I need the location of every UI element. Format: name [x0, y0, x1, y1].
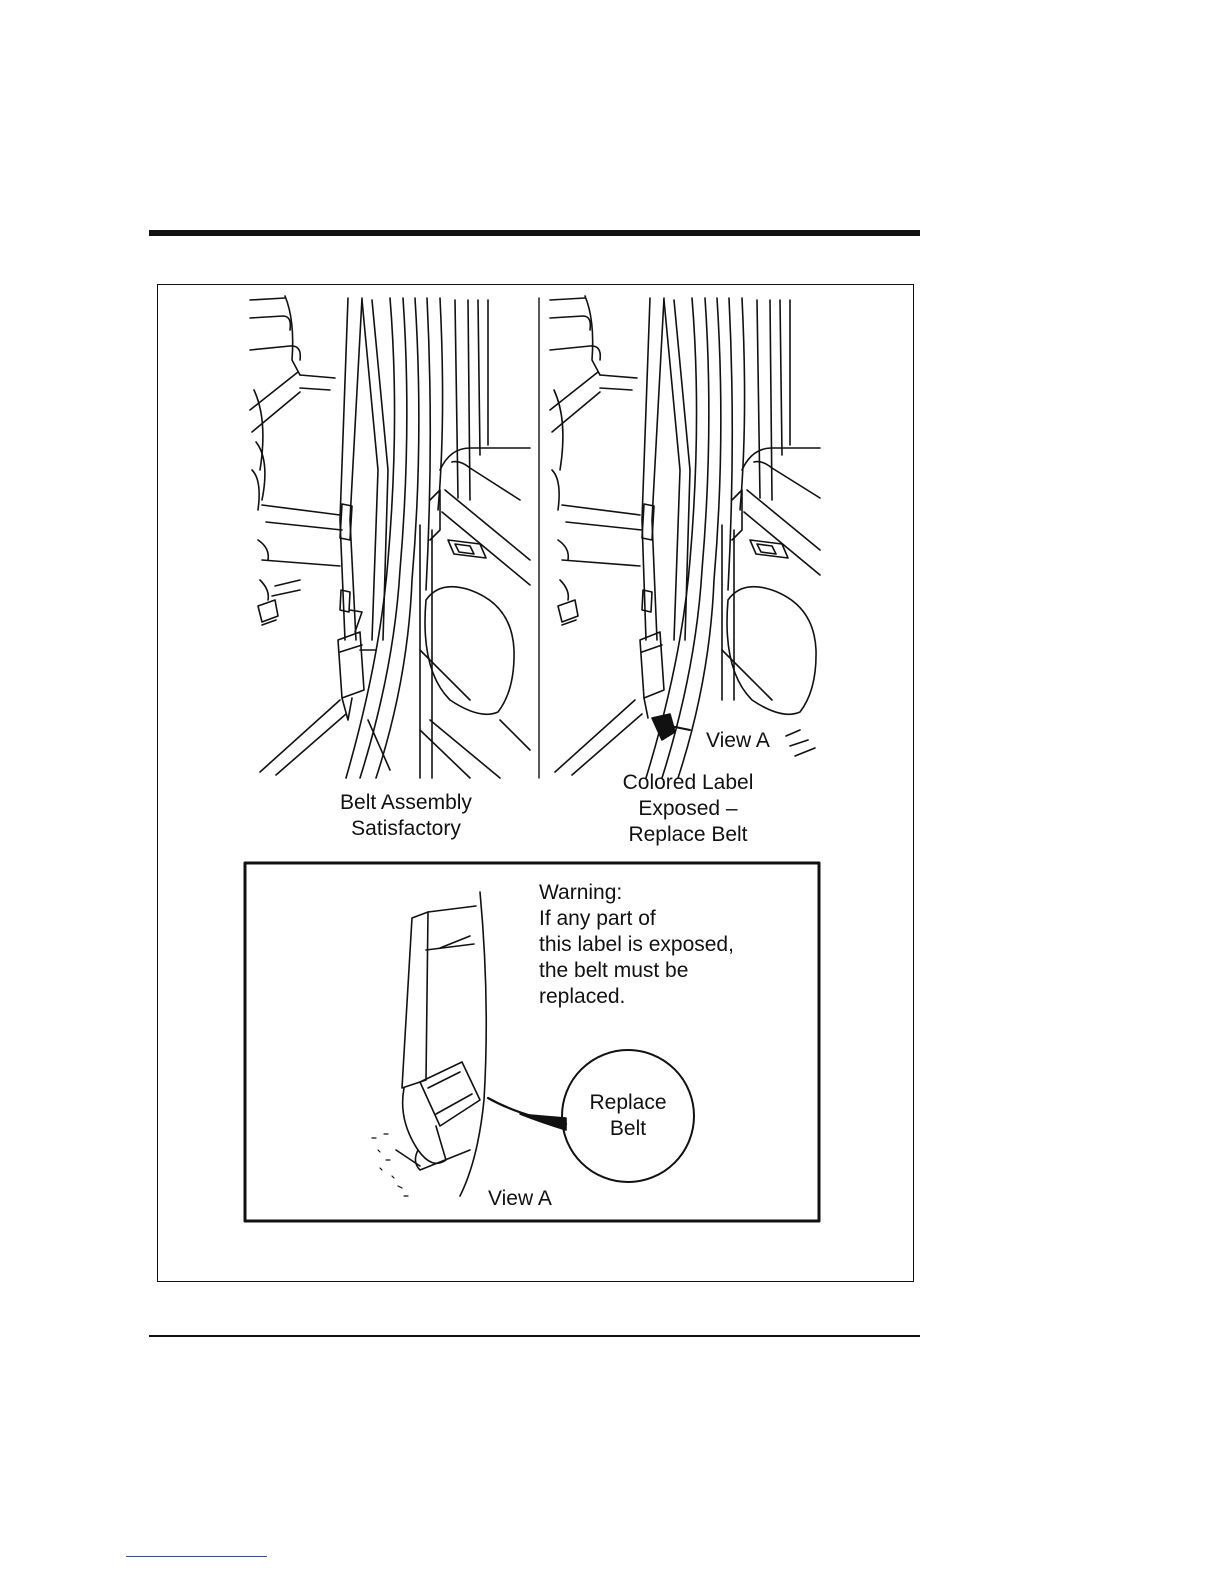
caption-line: Belt Assembly: [340, 791, 472, 814]
left-panel-drawing: [250, 296, 530, 778]
left-panel-caption: [318, 790, 494, 842]
caption-line: Colored Label: [622, 771, 754, 794]
warning-text: [539, 880, 734, 1010]
caption-line: Satisfactory: [351, 817, 461, 840]
caption-line: Exposed –: [638, 797, 738, 820]
replace-belt-bubble-text: [568, 1090, 688, 1142]
warning-line: If any part of: [539, 907, 656, 930]
bubble-line: Replace: [589, 1091, 667, 1114]
right-panel-caption: [598, 770, 778, 848]
warning-line: replaced.: [539, 985, 626, 1008]
bubble-line: Belt: [609, 1117, 647, 1140]
warning-line: this label is exposed,: [539, 933, 734, 956]
warning-line: the belt must be: [539, 959, 689, 982]
right-panel-drawing: [550, 296, 820, 778]
caption-line: Replace Belt: [628, 823, 748, 846]
detail-view-label: View A: [488, 1187, 552, 1210]
footer-rule: [149, 1335, 920, 1337]
view-a-callout: View A: [706, 729, 770, 752]
warning-line: Warning:: [539, 881, 623, 904]
footer-link-underline: [126, 1556, 267, 1557]
